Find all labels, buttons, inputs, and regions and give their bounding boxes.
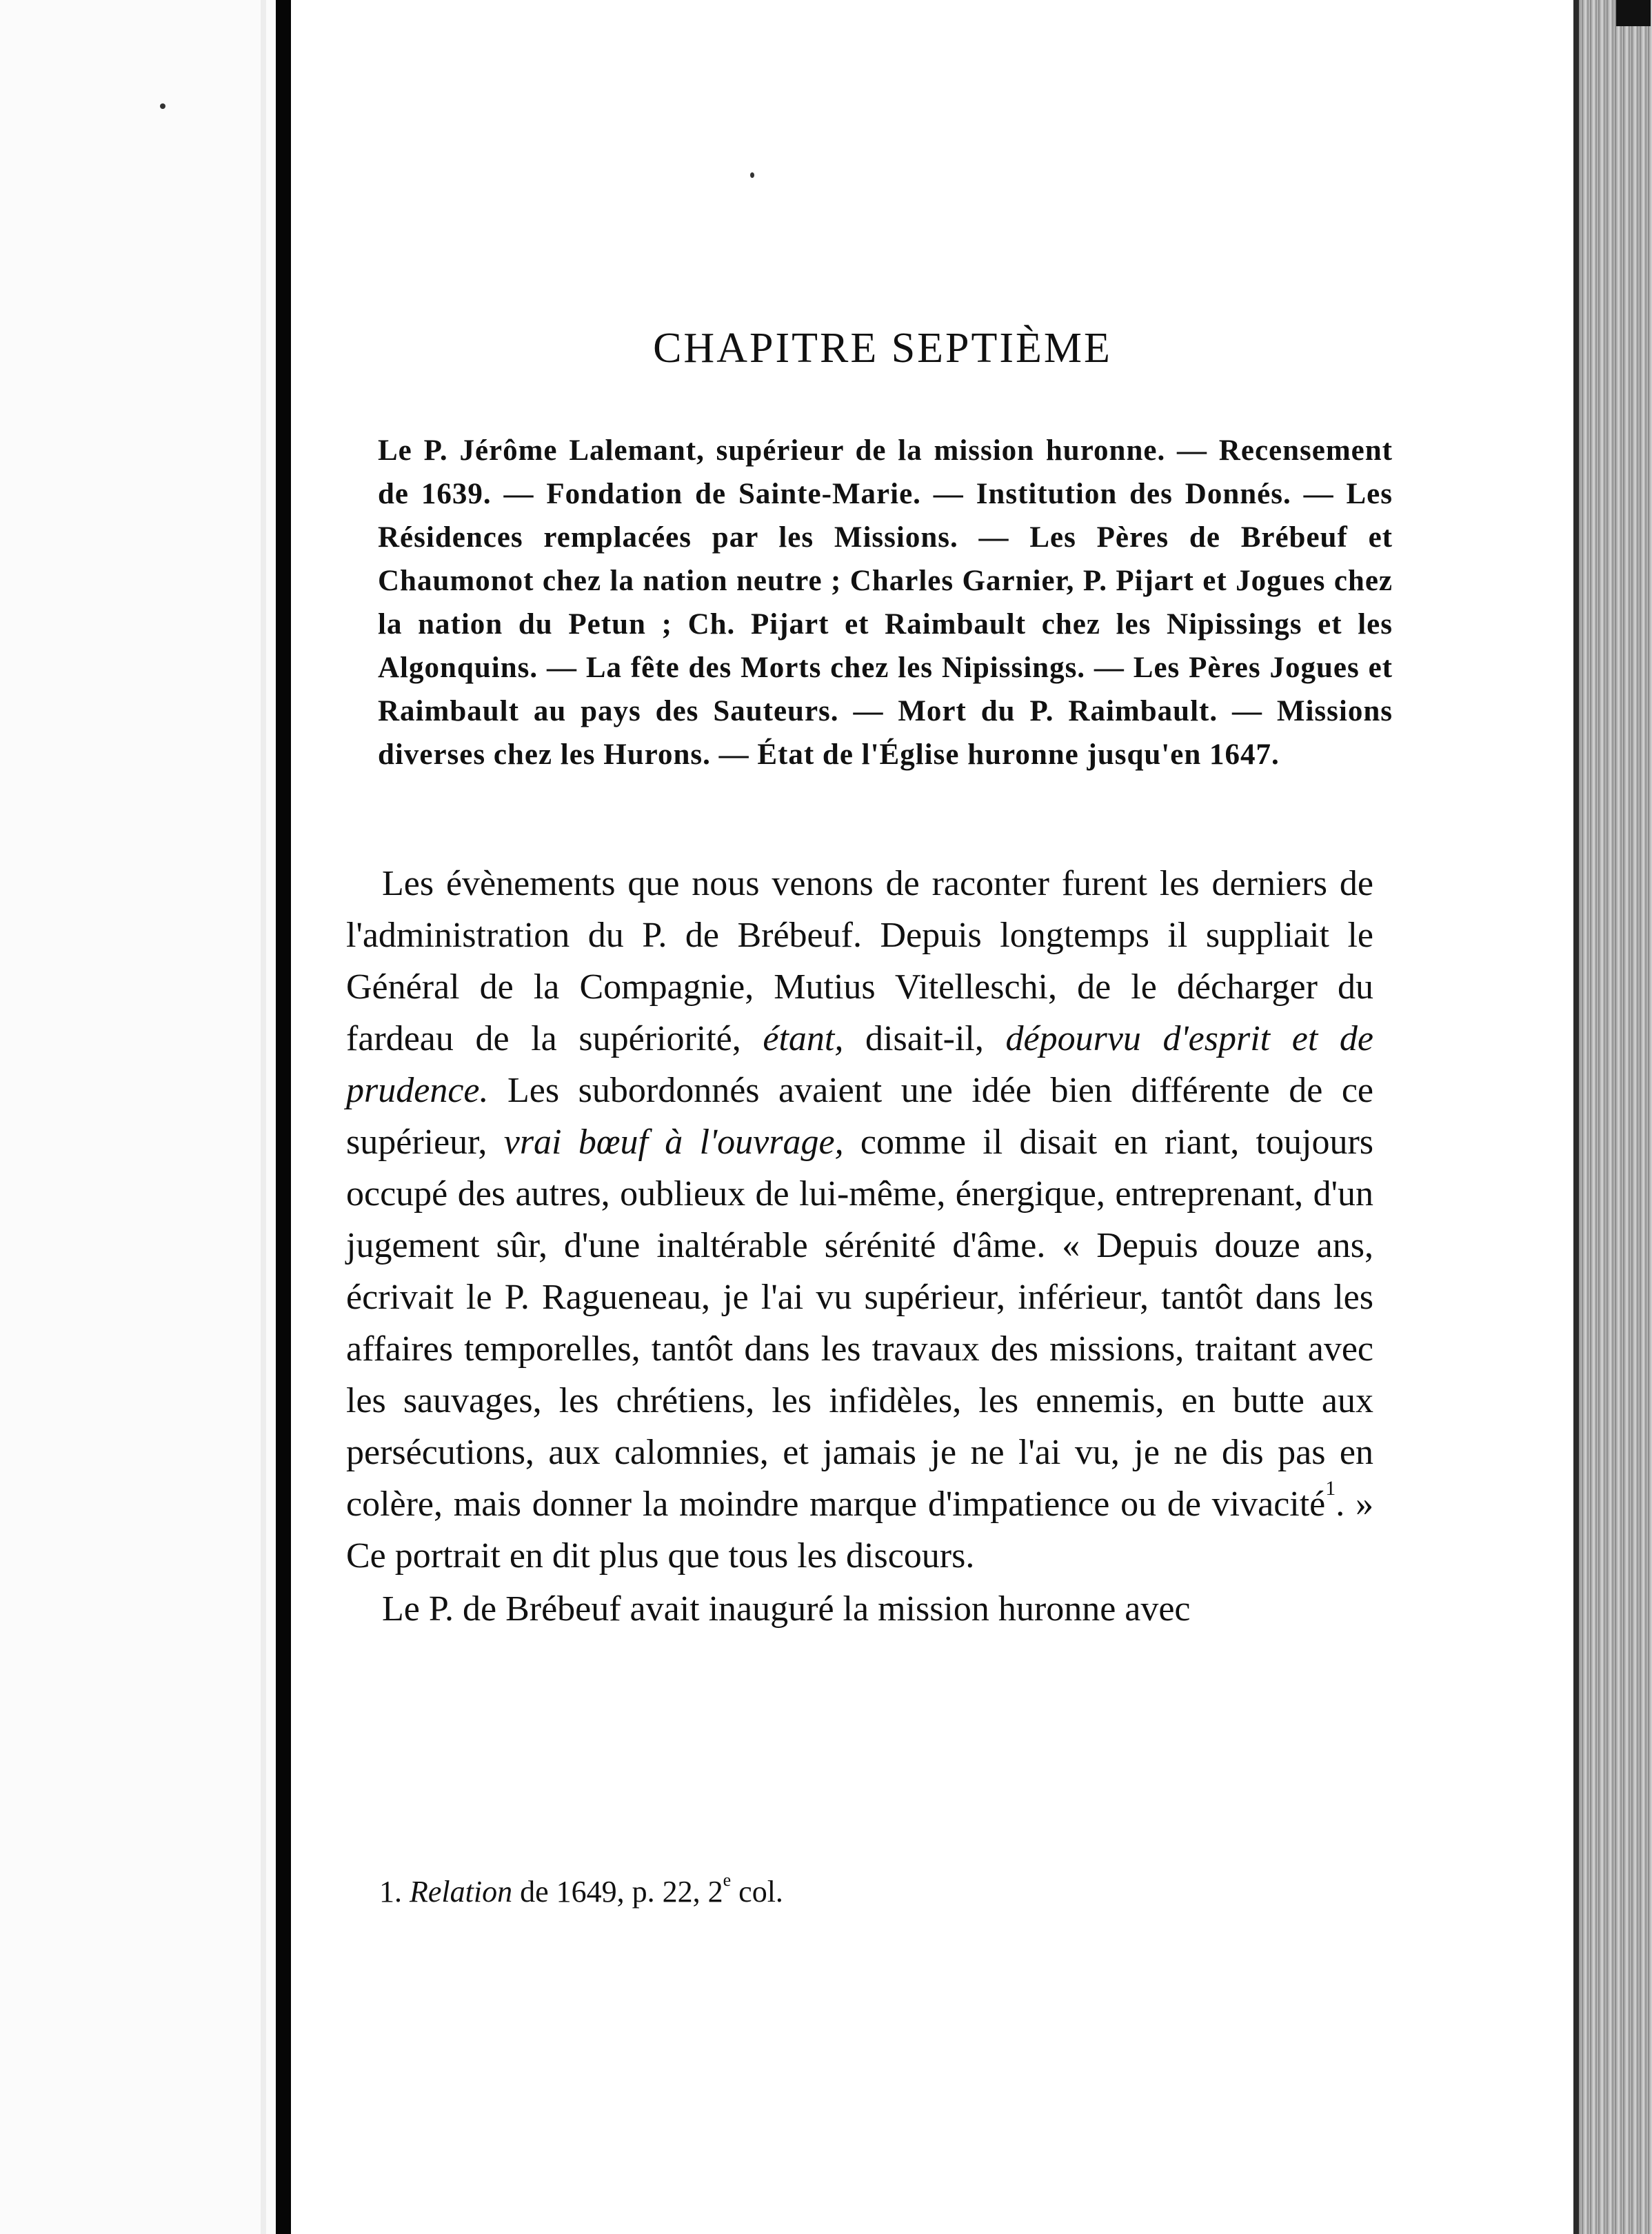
italic-etant: étant,	[763, 1019, 844, 1058]
left-page-margin	[0, 0, 288, 2234]
paragraph-1-text-d: comme il disait en riant, toujours occupé des autres, oublieux de lui-même, énergique, entreprenant, d'un jugement sûr, d'une inaltérable sérénité d'âme. « Depuis douze ans, écrivait le P. Ragueneau, je l'ai vu supérieur, inférieur, tantôt dans les affaires temporelles, tantôt dans les travaux des missions, traitant avec les sauvages, les chrétiens, les infidèles, les ennemis, en butte aux persécutions, aux calomnies, et jamais je ne l'ai vu, je ne dis pas en colère, mais donner la moindre marque d'impatience ou de vivacité	[346, 1123, 1373, 1524]
binding-gutter	[276, 0, 291, 2234]
paragraph-2: Le P. de Brébeuf avait inauguré la mission huronne avec	[382, 1589, 1191, 1629]
footnote-superscript: e	[723, 1870, 732, 1890]
footnote-text-b: col.	[731, 1875, 783, 1909]
footnote-reference: 1	[1325, 1477, 1336, 1500]
scan-speck	[160, 103, 165, 109]
paragraph-1	[346, 858, 1373, 1582]
chapter-title: CHAPITRE SEPTIÈME	[653, 325, 1112, 372]
italic-boeuf: vrai bœuf à l'ouvrage,	[503, 1123, 844, 1162]
scan-speck	[750, 172, 754, 178]
scan-corner-mark	[1616, 0, 1651, 26]
paragraph-1-text-c: Les subordonnés avaient une idée bien différente de ce supérieur,	[346, 1071, 1373, 1162]
footnote-number: 1.	[379, 1875, 402, 1909]
chapter-summary: Le P. Jérôme Lalemant, supérieur de la mission huronne. — Recensement de 1639. — Fondation de Sainte-Marie. — Institution des Donnés. — Les Résidences remplacées par les Missions. — Les Pères de Brébeuf et Chaumonot chez la nation neutre ; Charles Garnier, P. Pijart et Jogues chez la nation du Petun ; Ch. Pijart et Raimbault chez les Nipissings et les Algonquins. — La fête des Morts chez les Nipissings. — Les Pères Jogues et Raimbault au pays des Sauteurs. — Mort du P. Raimbault. — Missions diverses chez les Hurons. — État de l'Église huronne jusqu'en 1647.	[378, 434, 1393, 771]
body-text	[346, 858, 1373, 1635]
page-edge-shadow	[1573, 0, 1579, 2234]
gutter-fold	[261, 0, 266, 2234]
paragraph-1-text-b: disait-il,	[843, 1019, 1006, 1058]
footnote	[379, 1871, 1344, 1913]
paragraph-1-text-e: . » Ce portrait en dit plus que tous les discours.	[346, 1485, 1373, 1576]
italic-quote: dépourvu d'esprit et de prudence.	[346, 1019, 1373, 1110]
footnote-text-a: de 1649, p. 22, 2	[512, 1875, 723, 1909]
paragraph-1-text-a: Les évènements que nous venons de raconter furent les derniers de l'administration du P. de Brébeuf. Depuis longtemps il suppliait le Général de la Compagnie, Mutius Vitelleschi, de le décharger du fardeau de la supériorité,	[346, 864, 1373, 1058]
footnote-italic: Relation	[410, 1875, 513, 1909]
page-stack-edge	[1573, 0, 1652, 2234]
